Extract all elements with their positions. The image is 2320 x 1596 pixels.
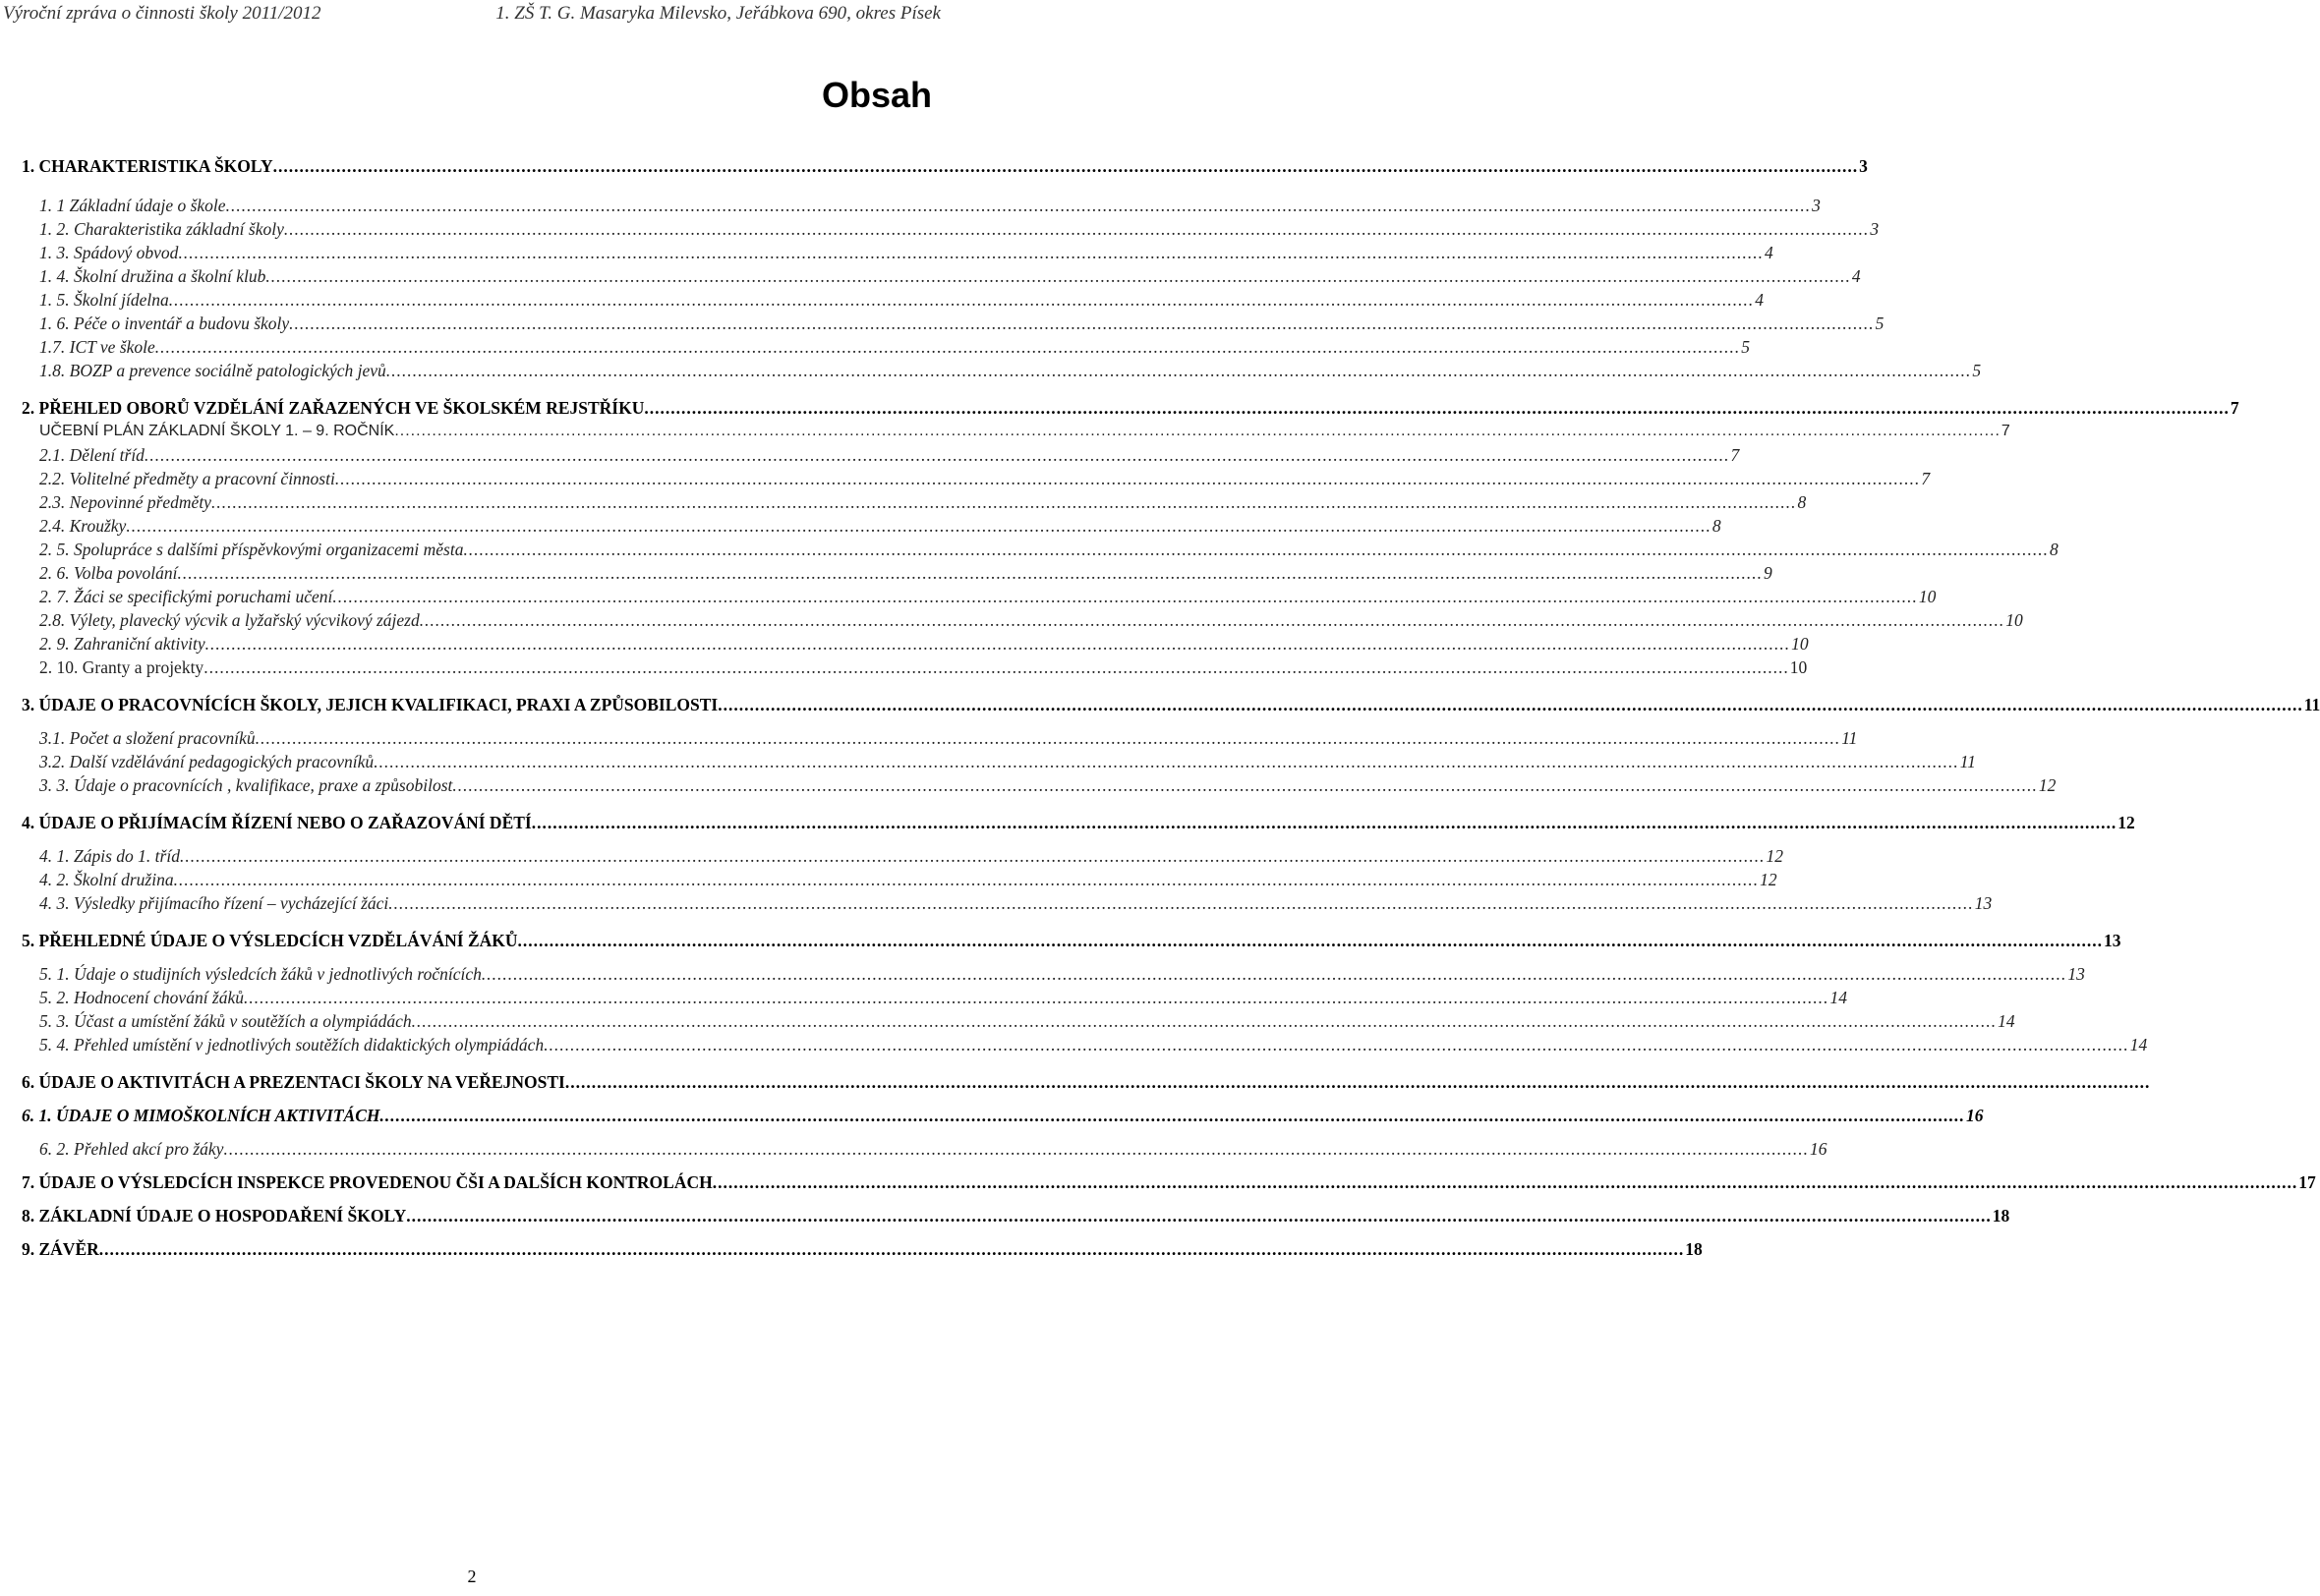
toc-leader-dots: ............................................................................................................................................................................................................................................................................................................ [168,290,1755,310]
toc-entry-page: 12 [2038,775,2057,795]
toc-entry[interactable] [39,961,2085,987]
toc-entry-page: 7 [2230,398,2239,418]
toc-entry-page: 5 [1972,361,1982,380]
toc-entry[interactable] [22,928,2121,953]
toc-entry[interactable] [22,1169,2316,1195]
toc-entry-page: 9 [1763,563,1772,583]
toc-entry[interactable] [39,985,1848,1010]
toc-entry[interactable] [39,311,1885,336]
toc-leader-dots: ............................................................................................................................................................................................................................................................................................................ [179,846,1766,866]
toc-entry-label: 5. 2. Hodnocení chování žáků [39,988,245,1007]
toc-entry-page: 11 [2303,695,2320,714]
toc-entry[interactable] [22,1103,1984,1128]
toc-entry[interactable] [22,692,2320,717]
toc-entry-page: 4 [1764,243,1773,262]
toc-entry[interactable] [22,1203,2010,1228]
toc-entry-label: UČEBNÍ PLÁN ZÁKLADNÍ ŠKOLY 1. – 9. ROČNÍK [39,423,395,439]
toc-leader-dots: ............................................................................................................................................................................................................................................................................................................ [564,1072,2151,1092]
toc-leader-dots: ............................................................................................................................................................................................................................................................................................................ [385,361,1972,380]
toc-entry[interactable] [39,1008,2015,1034]
toc-entry-label: 3.2. Další vzdělávání pedagogických pracovníků [39,752,375,771]
toc-entry[interactable] [39,607,2023,633]
toc-entry-label: 1. 1 Základní údaje o škole [39,196,226,215]
toc-entry-label: 7. ÚDAJE O VÝSLEDCÍCH INSPEKCE PROVEDENOU ČŠI A DALŠÍCH KONTROLÁCH [22,1172,713,1192]
toc-entry-label: 2.3. Nepovinné předměty [39,492,211,512]
toc-entry-label: 2.2. Volitelné předměty a pracovní činnosti [39,469,335,488]
toc-entry-page: 3 [1812,196,1821,215]
toc-entry[interactable] [39,655,1808,680]
toc-leader-dots: ............................................................................................................................................................................................................................................................................................................ [419,610,2005,630]
header-school-name: 1. ZŠ T. G. Masaryka Milevsko, Jeřábkova 690, okres Písek [495,3,941,24]
toc-entry-page: 13 [2104,931,2121,950]
toc-leader-dots: ............................................................................................................................................................................................................................................................................................................ [388,893,1974,913]
toc-leader-dots: ............................................................................................................................................................................................................................................................................................................ [272,156,1859,176]
page-number: 2 [467,1567,477,1586]
toc-entry[interactable] [39,513,1721,539]
toc-leader-dots: ............................................................................................................................................................................................................................................................................................................ [154,337,1741,357]
toc-leader-dots: ............................................................................................................................................................................................................................................................................................................ [718,695,2303,714]
toc-leader-dots: ............................................................................................................................................................................................................................................................................................................ [379,1106,1965,1125]
toc-leader-dots: ............................................................................................................................................................................................................................................................................................................ [177,563,1763,583]
toc-entry-label: 6. 2. Přehled akcí pro žáky [39,1139,224,1159]
page-title: Obsah [821,75,932,115]
toc-entry-label: 2. 5. Spolupráce s dalšími příspěvkovými organizacemi města [39,540,464,559]
toc-entry-label: 1. CHARAKTERISTIKA ŠKOLY [22,156,273,176]
toc-entry[interactable] [39,867,1777,892]
toc-entry-label: 5. 1. Údaje o studijních výsledcích žáků v jednotlivých ročnících [39,964,482,984]
toc-entry[interactable] [39,216,1880,242]
toc-entry[interactable] [22,153,1868,179]
toc-entry-label: 2.4. Kroužky [39,516,127,536]
toc-entry-page: 13 [2067,964,2085,984]
toc-entry-page: 16 [1809,1139,1827,1159]
toc-entry-page: 3 [1870,219,1880,239]
toc-leader-dots: ............................................................................................................................................................................................................................................................................................................ [394,423,2001,439]
toc-leader-dots: ............................................................................................................................................................................................................................................................................................................ [334,469,1921,488]
toc-entry-page: 12 [1766,846,1783,866]
toc-entry-page: 17 [2298,1172,2316,1192]
toc-entry-label: 1.8. BOZP a prevence sociálně patologických jevů [39,361,386,380]
toc-entry[interactable] [39,466,1931,491]
toc-entry-page: 12 [1760,870,1777,889]
toc-entry-page: 16 [1966,1106,1984,1125]
toc-entry-label: 1.7. ICT ve škole [39,337,155,357]
toc-leader-dots: ............................................................................................................................................................................................................................................................................................................ [210,492,1797,512]
toc-entry[interactable] [39,537,2059,562]
toc-entry[interactable] [39,287,1764,313]
toc-entry-page: 14 [2129,1035,2148,1054]
toc-entry[interactable] [22,1236,1703,1262]
toc-entry-label: 1. 6. Péče o inventář a budovu školy [39,314,290,333]
toc-entry-page: 3 [1859,156,1868,176]
toc-entry-label: 5. 3. Účast a umístění žáků v soutěžích a olympiádách [39,1011,412,1031]
toc-entry-page: 4 [1755,290,1764,310]
toc-entry[interactable] [39,193,1821,218]
toc-leader-dots: ............................................................................................................................................................................................................................................................................................................ [544,1035,2129,1054]
toc-entry[interactable] [22,1069,2151,1095]
toc-leader-dots: ............................................................................................................................................................................................................................................................................................................ [644,398,2230,418]
toc-leader-dots: ............................................................................................................................................................................................................................................................................................................ [173,870,1760,889]
toc-leader-dots: ............................................................................................................................................................................................................................................................................................................ [244,988,1829,1007]
toc-entry-page: 7 [1730,445,1740,465]
toc-entry-page: 8 [2049,540,2059,559]
toc-leader-dots: ............................................................................................................................................................................................................................................................................................................ [98,1239,1685,1259]
toc-entry-label: 1. 5. Školní jídelna [39,290,169,310]
toc-entry[interactable] [39,843,1783,869]
toc-entry-label: 9. ZÁVĚR [22,1239,99,1259]
toc-entry-label: 6. 1. ÚDAJE O MIMOŠKOLNÍCH AKTIVITÁCH [22,1106,380,1125]
toc-entry[interactable] [39,584,1937,609]
toc-entry[interactable] [39,334,1751,360]
toc-entry-page: 5 [1875,314,1885,333]
toc-leader-dots: ............................................................................................................................................................................................................................................................................................................ [481,964,2067,984]
toc-leader-dots: ............................................................................................................................................................................................................................................................................................................ [204,634,1791,654]
toc-entry-page: 18 [1992,1206,2010,1226]
header-report-title: Výroční zpráva o činnosti školy 2011/2012 [3,3,321,24]
toc-leader-dots: ............................................................................................................................................................................................................................................................................................................ [452,775,2038,795]
toc-leader-dots: ............................................................................................................................................................................................................................................................................................................ [406,1206,1992,1226]
toc-entry-page: 10 [1791,634,1809,654]
toc-entry-label: 2. 6. Volba povolání [39,563,178,583]
toc-leader-dots: ............................................................................................................................................................................................................................................................................................................ [531,813,2117,832]
toc-entry[interactable] [39,725,1858,751]
toc-entry[interactable] [39,1032,2148,1057]
toc-entry-page: 18 [1685,1239,1703,1259]
toc-entry-page: 11 [1841,728,1858,748]
toc-entry-page: 7 [2001,423,2010,439]
toc-entry-page: 5 [1741,337,1751,357]
toc-entry[interactable] [22,395,2239,421]
toc-entry-label: 2.1. Dělení tříd [39,445,145,465]
toc-leader-dots: ............................................................................................................................................................................................................................................................................................................ [289,314,1875,333]
toc-entry-label: 4. ÚDAJE O PŘIJÍMACÍM ŘÍZENÍ NEBO O ZAŘAZOVÁNÍ DĚTÍ [22,813,532,832]
toc-entry-label: 4. 3. Výsledky přijímacího řízení – vycházející žáci [39,893,389,913]
running-header [0,3,944,32]
toc-entry[interactable] [39,890,1993,916]
toc-entry-page: 13 [1974,893,1993,913]
toc-entry[interactable] [39,442,1740,468]
toc-entry[interactable] [22,810,2135,835]
toc-leader-dots: ............................................................................................................................................................................................................................................................................................................ [283,219,1870,239]
toc-leader-dots: ............................................................................................................................................................................................................................................................................................................ [463,540,2049,559]
toc-entry-page: 11 [1959,752,1976,771]
toc-entry-page: 7 [1921,469,1931,488]
toc-entry[interactable] [39,1136,1827,1162]
toc-leader-dots: ............................................................................................................................................................................................................................................................................................................ [374,752,1959,771]
toc-entry-label: 5. 4. Přehled umístění v jednotlivých soutěžích didaktických olympiádách [39,1035,545,1054]
toc-entry-label: 3. 3. Údaje o pracovnících , kvalifikace, praxe a způsobilost [39,775,453,795]
toc-leader-dots: ............................................................................................................................................................................................................................................................................................................ [126,516,1711,536]
toc-entry-page: 8 [1797,492,1807,512]
toc-entry-label: 1. 2. Charakteristika základní školy [39,219,284,239]
toc-entry[interactable] [39,358,1982,383]
toc-leader-dots: ............................................................................................................................................................................................................................................................................................................ [517,931,2104,950]
toc-entry-label: 1. 4. Školní družina a školní klub [39,266,266,286]
toc-leader-dots: ............................................................................................................................................................................................................................................................................................................ [203,657,1789,677]
toc-entry-label: 8. ZÁKLADNÍ ÚDAJE O HOSPODAŘENÍ ŠKOLY [22,1206,407,1226]
toc-entry[interactable] [39,772,2057,798]
toc-entry-label: 2. 9. Zahraniční aktivity [39,634,205,654]
toc-leader-dots: ............................................................................................................................................................................................................................................................................................................ [225,196,1812,215]
toc-entry-label: 2.8. Výlety, plavecký výcvik a lyžařský výcvikový zájezd [39,610,420,630]
toc-entry-label: 5. PŘEHLEDNÉ ÚDAJE O VÝSLEDCÍCH VZDĚLÁVÁNÍ ŽÁKŮ [22,931,518,950]
toc-leader-dots: ............................................................................................................................................................................................................................................................................................................ [255,728,1841,748]
toc-entry[interactable] [39,749,1976,774]
toc-entry-label: 4. 1. Zápis do 1. tříd [39,846,180,866]
toc-entry[interactable] [39,263,1861,289]
toc-leader-dots: ............................................................................................................................................................................................................................................................................................................ [223,1139,1809,1159]
toc-leader-dots: ............................................................................................................................................................................................................................................................................................................ [712,1172,2298,1192]
toc-entry[interactable] [39,631,1809,656]
toc-entry-page: 12 [2117,813,2135,832]
toc-entry-page: 8 [1711,516,1721,536]
toc-entry-page: 10 [2005,610,2023,630]
toc-entry-label: 3.1. Počet a složení pracovníků [39,728,256,748]
toc-leader-dots: ............................................................................................................................................................................................................................................................................................................ [144,445,1730,465]
toc-entry[interactable] [39,419,2010,444]
toc-entry-page: 4 [1851,266,1861,286]
toc-entry-page: 14 [1829,988,1848,1007]
toc-entry[interactable] [39,560,1772,586]
toc-leader-dots: ............................................................................................................................................................................................................................................................................................................ [178,243,1764,262]
toc-entry[interactable] [39,240,1773,265]
toc-entry-label: 3. ÚDAJE O PRACOVNÍCÍCH ŠKOLY, JEJICH KVALIFIKACI, PRAXI A ZPŮSOBILOSTI [22,695,719,714]
toc-entry-page: 10 [1789,657,1808,677]
toc-entry[interactable] [39,489,1807,515]
toc-entry-label: 2. 10. Granty a projekty [39,657,204,677]
toc-leader-dots: ............................................................................................................................................................................................................................................................................................................ [332,587,1918,606]
toc-entry-label: 6. ÚDAJE O AKTIVITÁCH A PREZENTACI ŠKOLY NA VEŘEJNOSTI [22,1072,565,1092]
toc-entry-label: 4. 2. Školní družina [39,870,174,889]
toc-leader-dots: ............................................................................................................................................................................................................................................................................................................ [411,1011,1998,1031]
toc-entry-label: 2. 7. Žáci se specifickými poruchami učení [39,587,333,606]
toc-entry-label: 2. PŘEHLED OBORŮ VZDĚLÁNÍ ZAŘAZENÝCH VE ŠKOLSKÉM REJSTŘÍKU [22,398,645,418]
toc-entry-label: 1. 3. Spádový obvod [39,243,179,262]
toc-leader-dots: ............................................................................................................................................................................................................................................................................................................ [265,266,1851,286]
toc-entry-page: 10 [1918,587,1937,606]
toc-entry-page: 14 [1998,1011,2015,1031]
